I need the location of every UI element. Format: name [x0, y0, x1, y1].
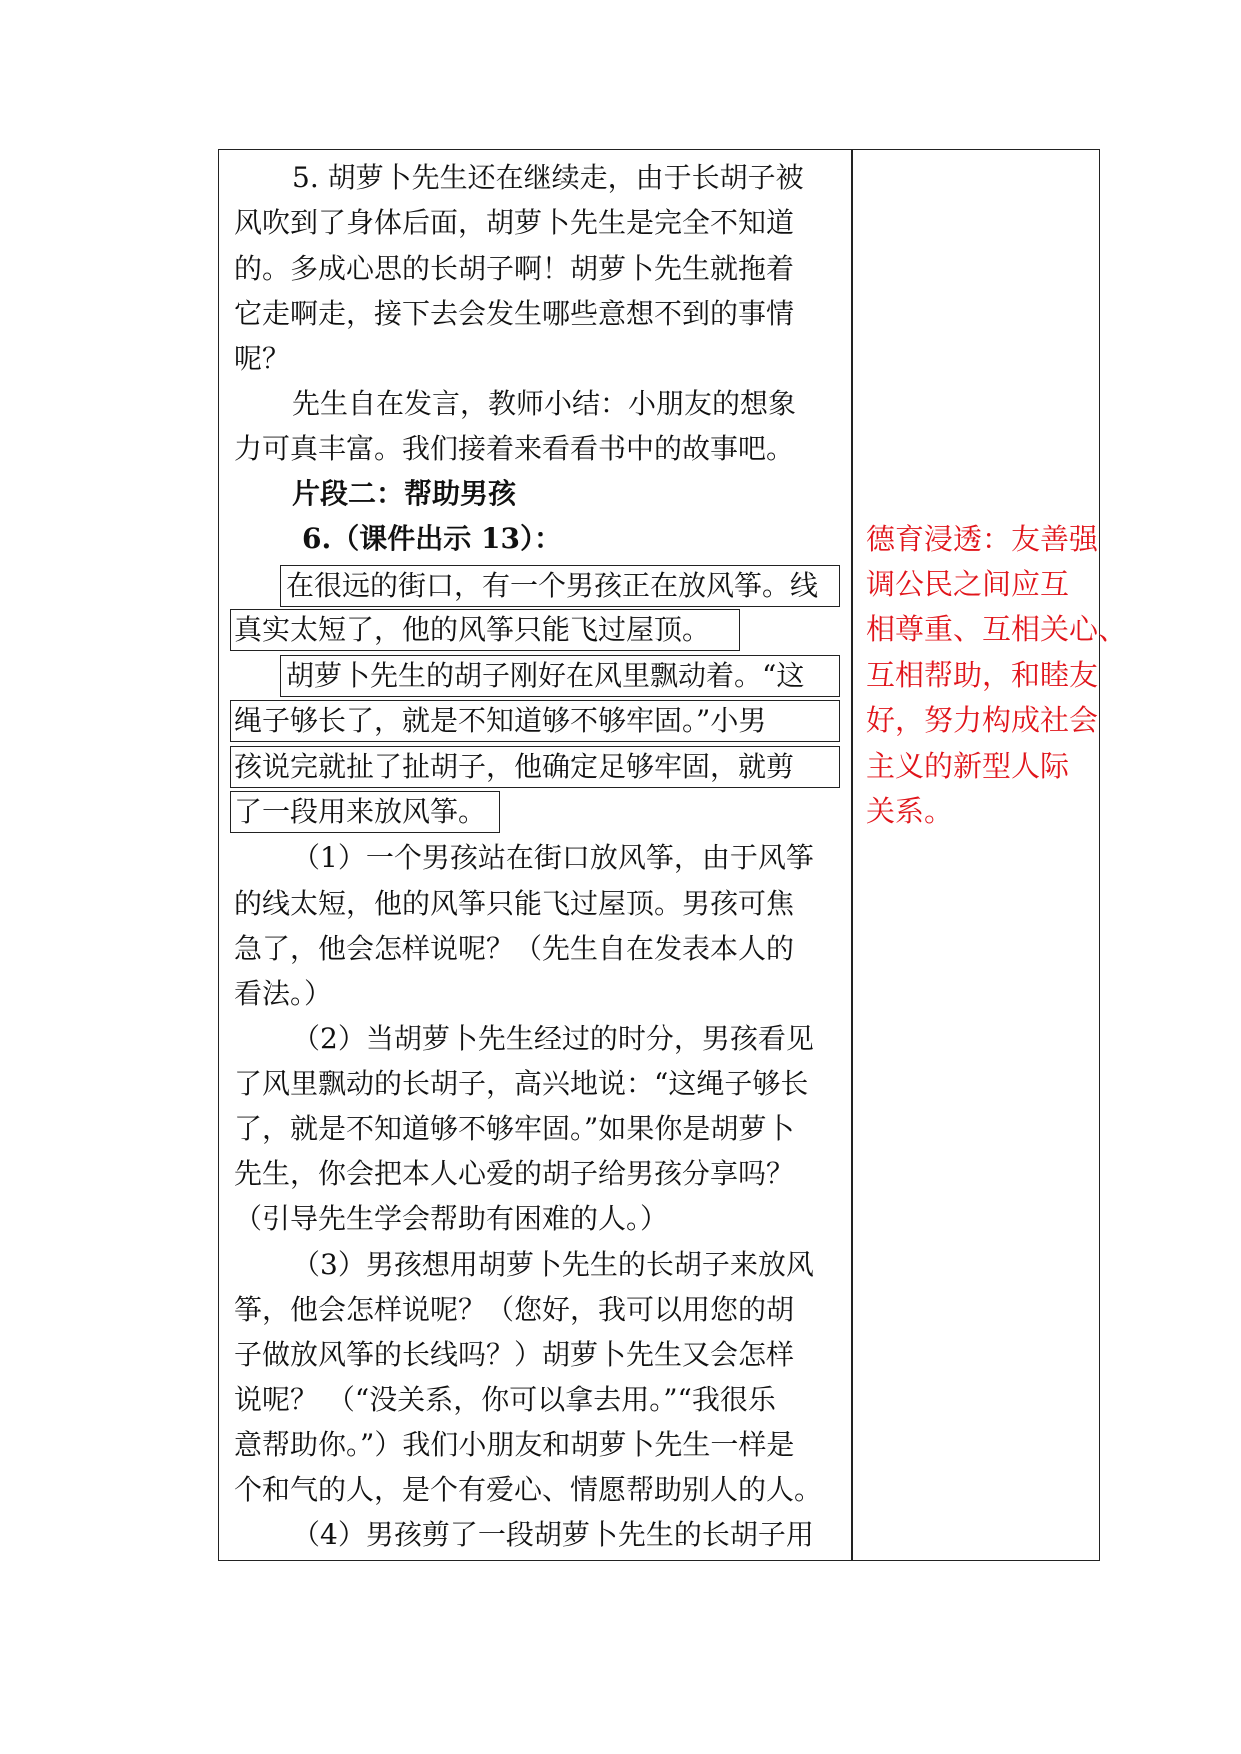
paragraph-line: 了风里飘动的长胡子，高兴地说：“这绳子够长 [234, 1067, 809, 1100]
excerpt-line: 真实太短了，他的风筝只能飞过屋顶。 [234, 613, 711, 646]
note-line: 调公民之间应互 [866, 567, 1070, 601]
paragraph-line: 看法。） [234, 977, 333, 1010]
paragraph-line: 它走啊走，接下去会发生哪些意想不到的事情 [234, 297, 795, 330]
section-heading: 片段二：帮助男孩 [292, 477, 517, 510]
paragraph-line: 子做放风筝的长线吗？）胡萝卜先生又会怎样 [234, 1338, 795, 1371]
paragraph-line: 先生，你会把本人心爱的胡子给男孩分享吗？ [234, 1157, 795, 1190]
paragraph-line: （3）男孩想用胡萝卜先生的长胡子来放风 [292, 1248, 814, 1281]
note-line: 相尊重、互相关心、 [866, 612, 1128, 646]
paragraph-line: 说呢？ （“没关系，你可以拿去用。”“我很乐 [234, 1383, 776, 1416]
paragraph-line: （1）一个男孩站在街口放风筝，由于风筝 [292, 841, 814, 874]
paragraph-line: 意帮助你。”）我们小朋友和胡萝卜先生一样是 [234, 1428, 795, 1461]
paragraph-line: 了，就是不知道够不够牢固。”如果你是胡萝卜 [234, 1112, 795, 1145]
paragraph-line: 5. 胡萝卜先生还在继续走，由于长胡子被 [292, 161, 804, 194]
paragraph-line: （4）男孩剪了一段胡萝卜先生的长胡子用 [292, 1518, 814, 1551]
note-line: 好，努力构成社会 [866, 703, 1099, 737]
note-line: 主义的新型人际 [866, 749, 1070, 783]
paragraph-line: 风吹到了身体后面，胡萝卜先生是完全不知道 [234, 206, 795, 239]
paragraph-line: 筝，他会怎样说呢？（您好，我可以用您的胡 [234, 1293, 795, 1326]
paragraph-line: 个和气的人，是个有爱心、情愿帮助别人的人。 [234, 1473, 823, 1506]
excerpt-line: 孩说完就扯了扯胡子，他确定足够牢固，就剪 [234, 750, 795, 783]
note-line: 德育浸透：友善强 [866, 522, 1099, 556]
paragraph-line: 的。多成心思的长胡子啊！胡萝卜先生就拖着 [234, 252, 795, 285]
paragraph-line: 先生自在发言，教师小结：小朋友的想象 [292, 387, 797, 420]
note-line: 互相帮助，和睦友 [866, 658, 1099, 692]
paragraph-line: 力可真丰富。我们接着来看看书中的故事吧。 [234, 432, 795, 465]
paragraph-line: 的线太短，他的风筝只能飞过屋顶。男孩可焦 [234, 887, 795, 920]
paragraph-line: （2）当胡萝卜先生经过的时分，男孩看见 [292, 1022, 814, 1055]
paragraph-line: 急了，他会怎样说呢？（先生自在发表本人的 [234, 932, 795, 965]
paragraph-line: 呢？ [234, 342, 291, 375]
courseware-label: 6.（课件出示 13）： [302, 522, 562, 555]
excerpt-line: 胡萝卜先生的胡子刚好在风里飘动着。“这 [286, 659, 805, 692]
excerpt-line: 了一段用来放风筝。 [234, 795, 487, 828]
paragraph-line: （引导先生学会帮助有困难的人。） [234, 1202, 669, 1235]
excerpt-line: 在很远的街口，有一个男孩正在放风筝。线 [286, 569, 819, 602]
note-line: 关系。 [866, 794, 954, 828]
excerpt-line: 绳子够长了，就是不知道够不够牢固。”小男 [234, 704, 767, 737]
column-divider [851, 149, 853, 1561]
